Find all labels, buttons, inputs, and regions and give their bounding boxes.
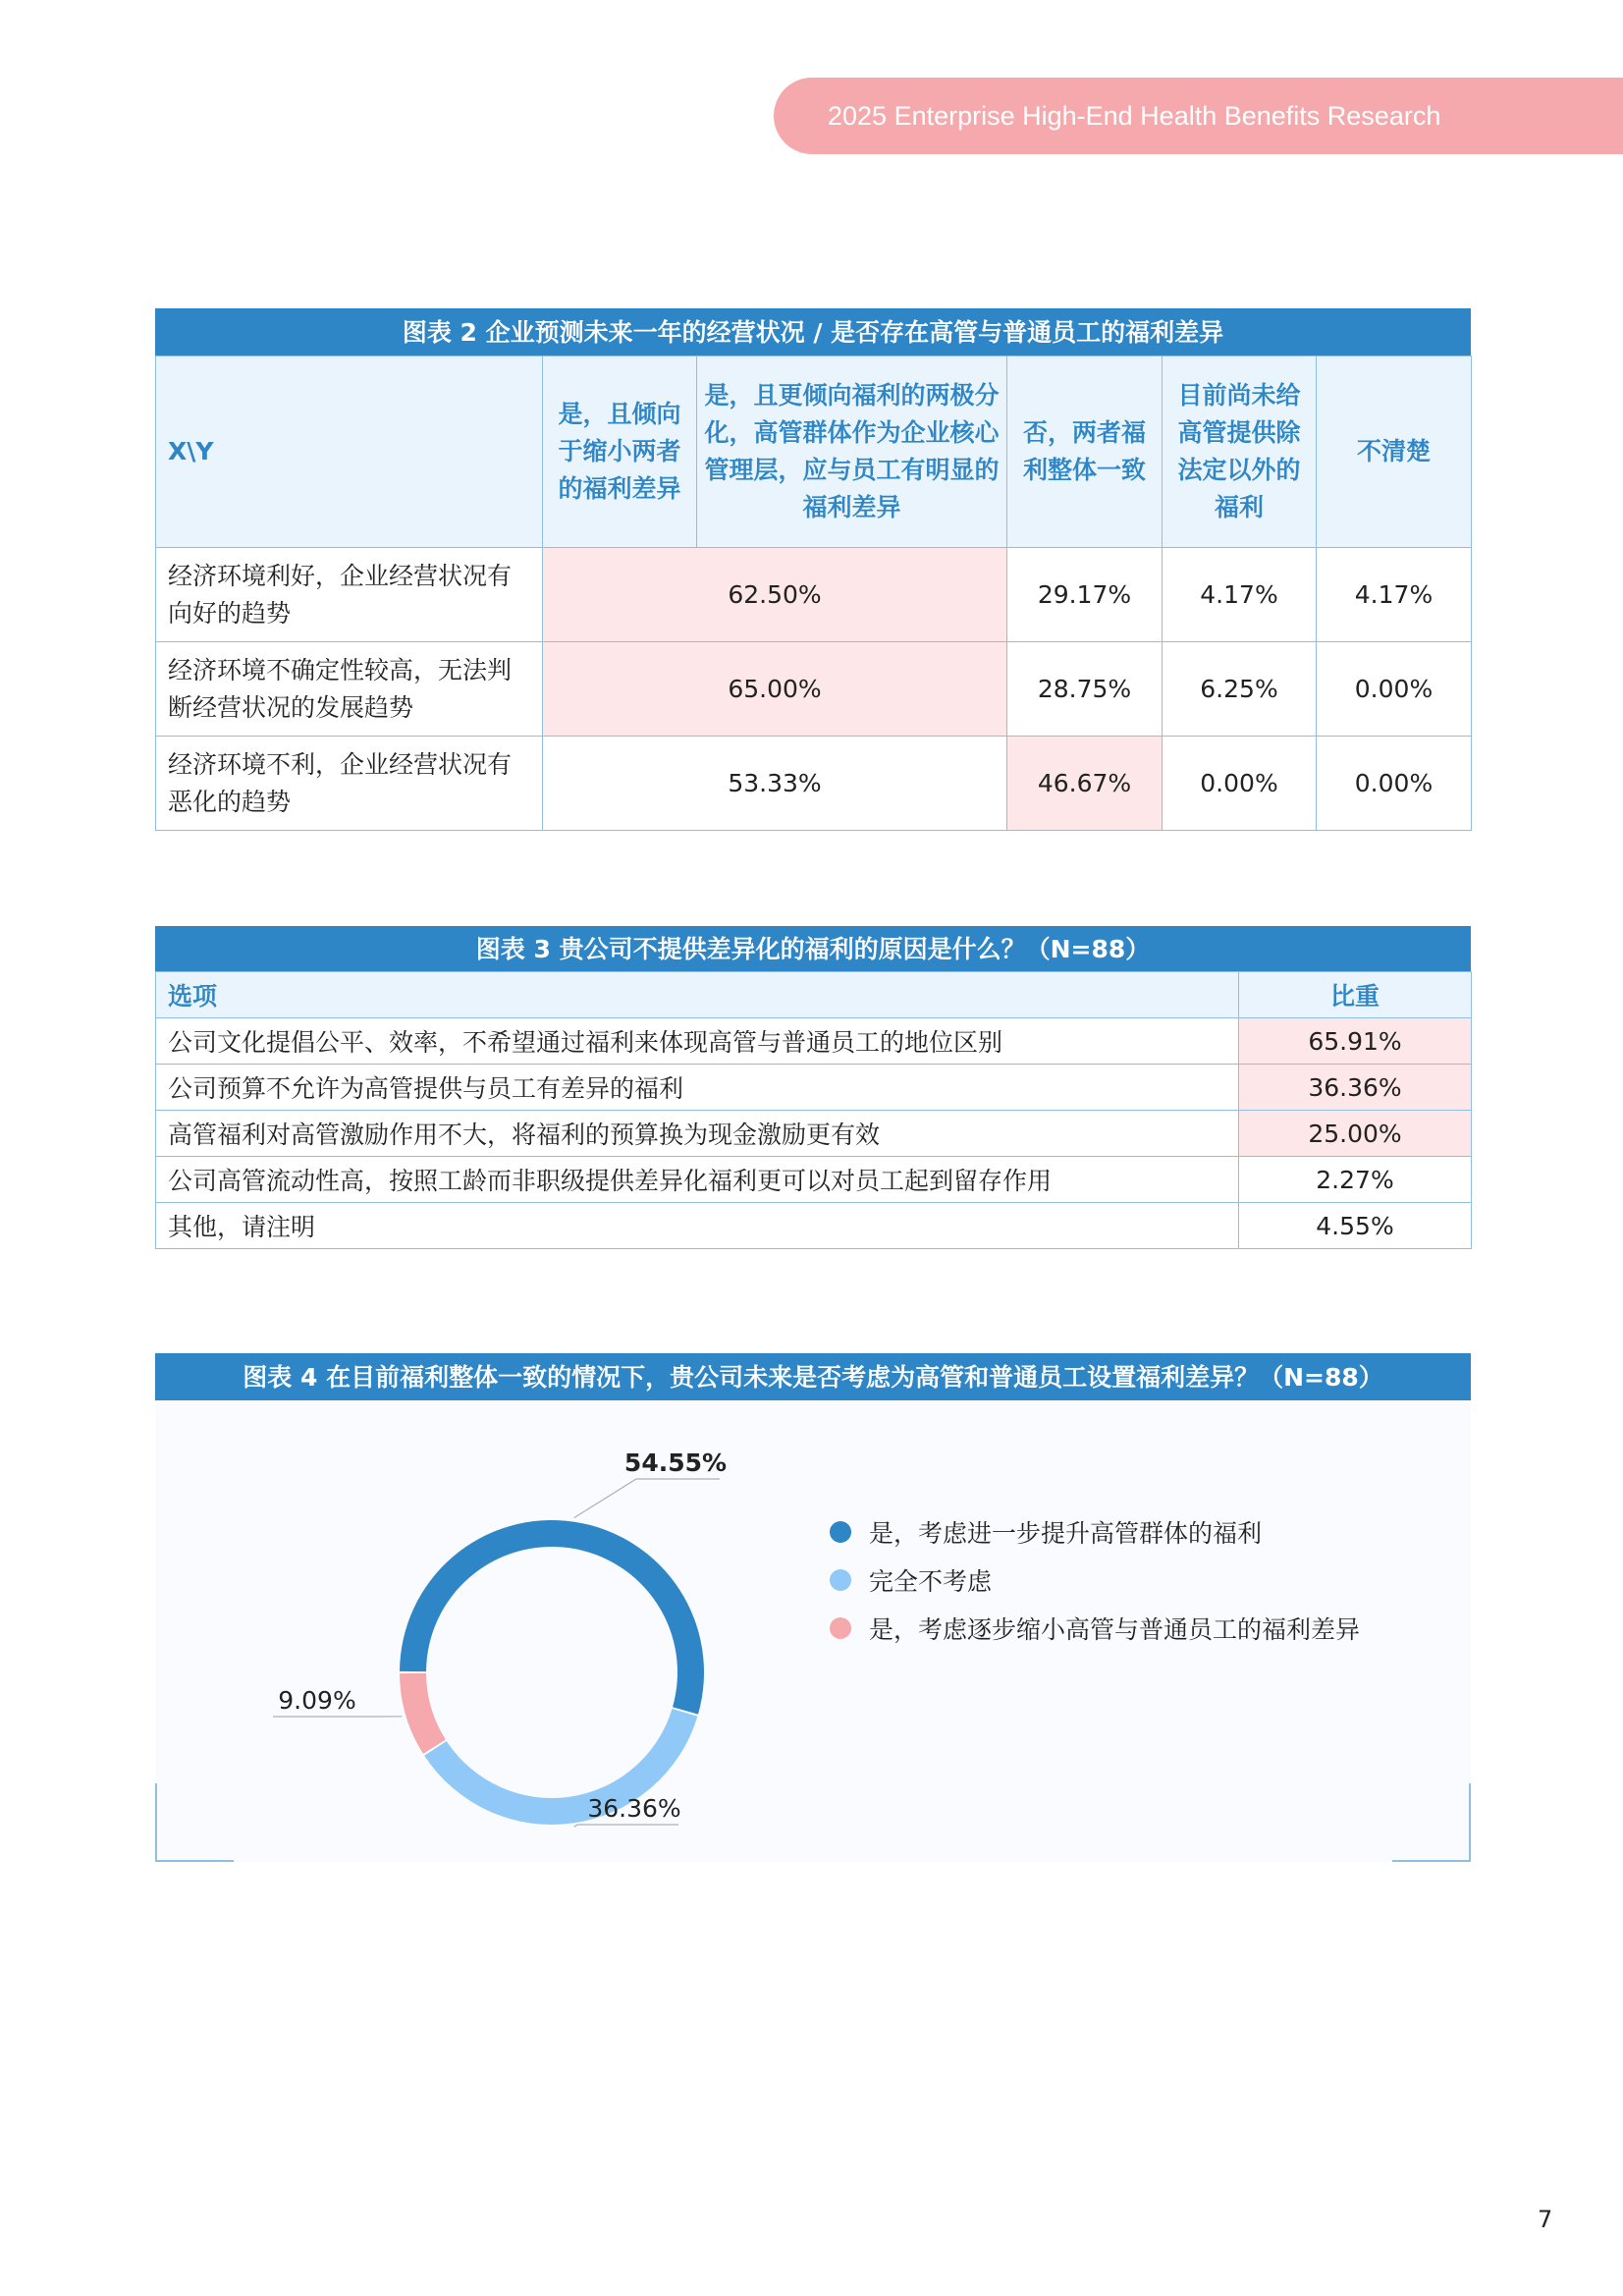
table-3-weight: 2.27%	[1239, 1157, 1472, 1203]
table-2-cell: 6.25%	[1163, 642, 1317, 737]
table-2-cell: 46.67%	[1007, 737, 1163, 831]
leader-line	[574, 1825, 678, 1827]
table-row	[156, 1203, 1472, 1249]
table-2-col-header: 是，且倾向于缩小两者的福利差异	[543, 356, 697, 548]
table-2-cell: 0.00%	[1317, 642, 1472, 737]
table-3-weight: 4.55%	[1239, 1203, 1472, 1249]
table-3	[155, 971, 1472, 1249]
table-2-section	[155, 308, 1471, 831]
table-row	[156, 737, 1472, 831]
table-3-option: 公司高管流动性高，按照工龄而非职级提供差异化福利更可以对员工起到留存作用	[156, 1157, 1239, 1203]
table-2-corner-label: X\Y	[156, 356, 543, 548]
table-2-cell: 4.17%	[1163, 548, 1317, 642]
corner-bracket-icon	[155, 1783, 234, 1862]
table-3-col-weight: 比重	[1239, 972, 1472, 1018]
report-header-banner	[774, 78, 1623, 154]
table-3-weight: 65.91%	[1239, 1018, 1472, 1065]
page-number: 7	[1538, 2206, 1553, 2233]
table-3-section	[155, 926, 1471, 1249]
table-2-cell: 62.50%	[543, 548, 1007, 642]
table-2-cell: 53.33%	[543, 737, 1007, 831]
table-row	[156, 548, 1472, 642]
legend-dot-icon	[830, 1521, 851, 1543]
table-2-cell: 0.00%	[1317, 737, 1472, 831]
table-2-title: 图表 2 企业预测未来一年的经营状况 / 是否存在高管与普通员工的福利差异	[155, 308, 1471, 355]
slice-value-label: 9.09%	[278, 1686, 356, 1715]
donut-slice	[400, 1520, 704, 1715]
table-row	[156, 642, 1472, 737]
table-row	[156, 1065, 1472, 1111]
report-header-title: 2025 Enterprise High-End Health Benefits Research	[828, 101, 1441, 131]
table-2-col-header: 目前尚未给高管提供除法定以外的福利	[1163, 356, 1317, 548]
table-3-title: 图表 3 贵公司不提供差异化的福利的原因是什么？（N=88）	[155, 926, 1471, 971]
legend-dot-icon	[830, 1617, 851, 1639]
legend-item	[830, 1514, 1262, 1550]
table-2-col-header: 否，两者福利整体一致	[1007, 356, 1163, 548]
table-row	[156, 1111, 1472, 1157]
table-2-row-label: 经济环境不利，企业经营状况有恶化的趋势	[156, 737, 543, 831]
chart-4-area	[155, 1400, 1471, 1862]
table-3-option: 高管福利对高管激励作用不大，将福利的预算换为现金激励更有效	[156, 1111, 1239, 1157]
table-3-weight: 25.00%	[1239, 1111, 1472, 1157]
table-3-option: 其他，请注明	[156, 1203, 1239, 1249]
legend-item	[830, 1611, 1360, 1646]
legend-label: 是，考虑逐步缩小高管与普通员工的福利差异	[869, 1615, 1361, 1644]
table-2-cell: 65.00%	[543, 642, 1007, 737]
table-2-row-label: 经济环境利好，企业经营状况有向好的趋势	[156, 548, 543, 642]
slice-value-label: 54.55%	[623, 1449, 728, 1477]
chart-4-section	[155, 1353, 1471, 1862]
chart-4-title: 图表 4 在目前福利整体一致的情况下，贵公司未来是否考虑为高管和普通员工设置福利差异？（N=88）	[155, 1353, 1471, 1400]
corner-bracket-icon	[1392, 1783, 1471, 1862]
table-2-row-label: 经济环境不确定性较高，无法判断经营状况的发展趋势	[156, 642, 543, 737]
leader-line	[574, 1479, 720, 1518]
donut-slice	[400, 1673, 446, 1754]
table-2-col-header: 是，且更倾向福利的两极分化，高管群体作为企业核心管理层，应与员工有明显的福利差异	[697, 356, 1007, 548]
table-row	[156, 1018, 1472, 1065]
table-3-option: 公司文化提倡公平、效率，不希望通过福利来体现高管与普通员工的地位区别	[156, 1018, 1239, 1065]
table-3-col-option: 选项	[156, 972, 1239, 1018]
legend-dot-icon	[830, 1569, 851, 1591]
table-2	[155, 355, 1472, 831]
table-row	[156, 1157, 1472, 1203]
table-3-option: 公司预算不允许为高管提供与员工有差异的福利	[156, 1065, 1239, 1111]
table-2-col-header: 不清楚	[1317, 356, 1472, 548]
slice-value-label: 36.36%	[587, 1794, 681, 1823]
table-2-cell: 0.00%	[1163, 737, 1317, 831]
table-2-cell: 28.75%	[1007, 642, 1163, 737]
table-2-cell: 4.17%	[1317, 548, 1472, 642]
legend-item	[830, 1562, 992, 1598]
table-3-weight: 36.36%	[1239, 1065, 1472, 1111]
table-2-header-row	[156, 356, 1472, 548]
legend-label: 是，考虑进一步提升高管群体的福利	[869, 1519, 1263, 1548]
table-3-header-row	[156, 972, 1472, 1018]
legend-label: 完全不考虑	[869, 1567, 993, 1596]
table-2-cell: 29.17%	[1007, 548, 1163, 642]
